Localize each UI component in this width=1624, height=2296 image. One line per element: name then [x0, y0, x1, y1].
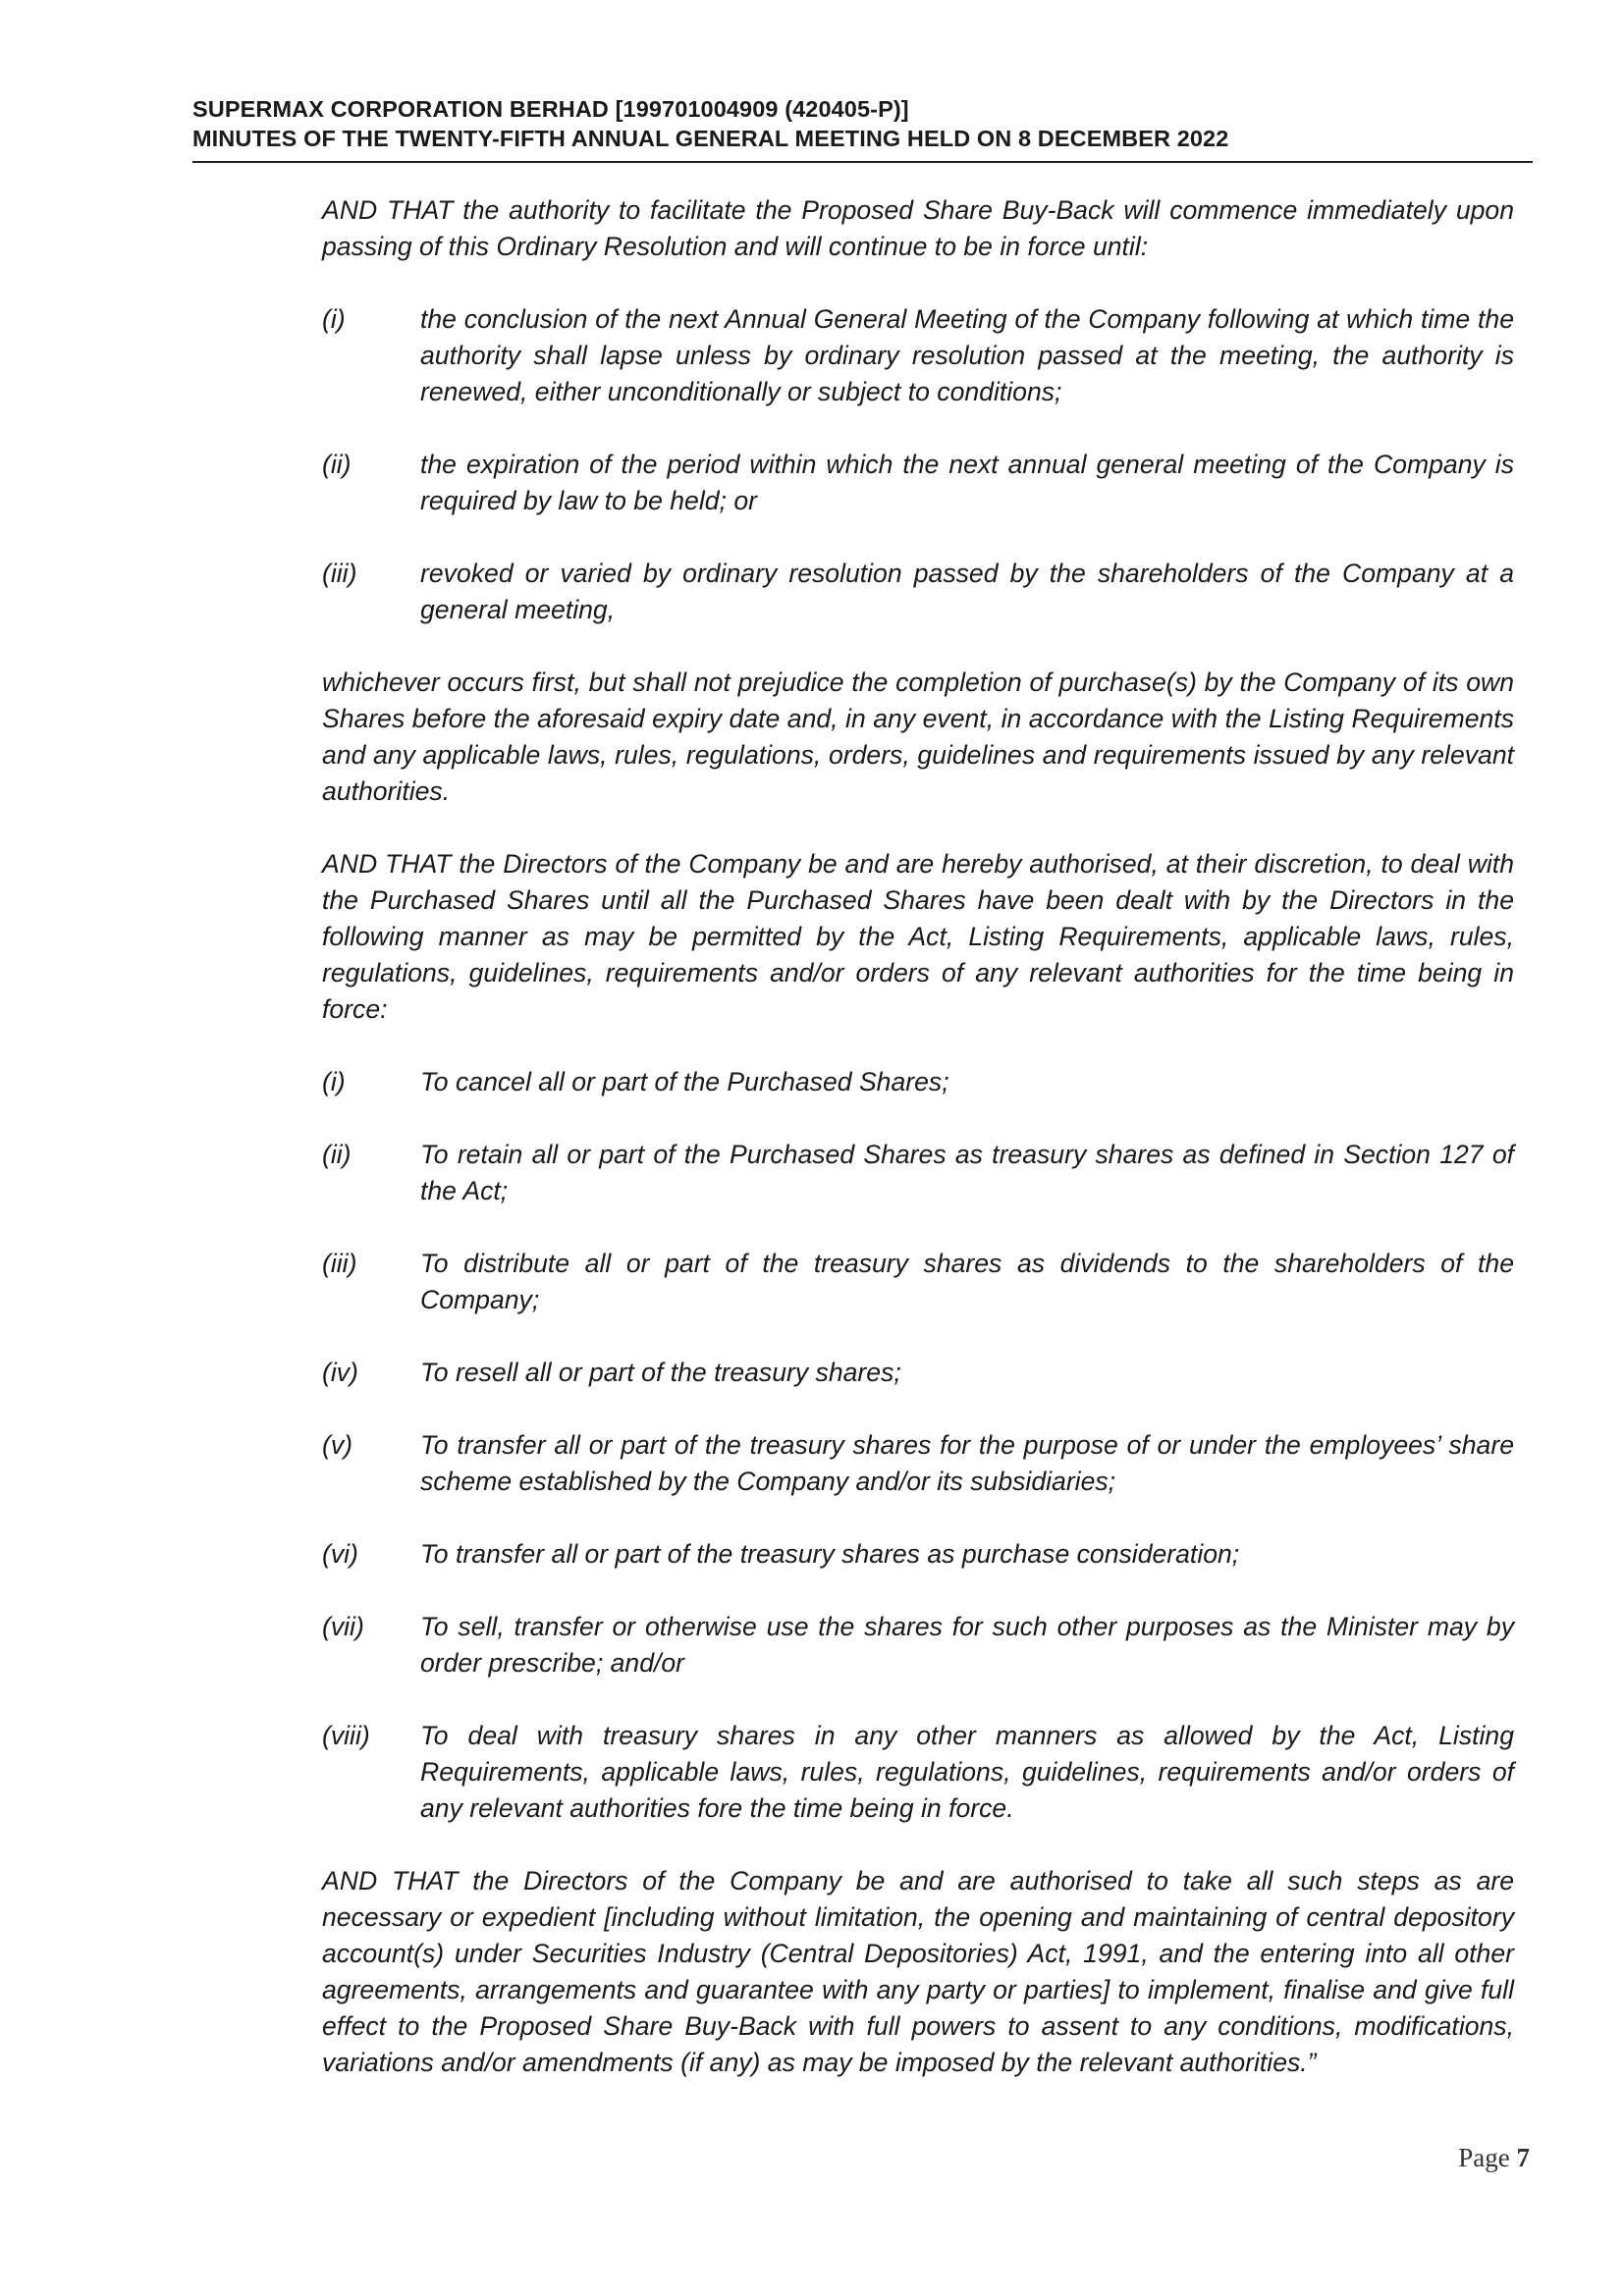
- list-item-number: (iii): [322, 559, 357, 588]
- list-item-text: the expiration of the period within which the next annual general meeting of the Company is required by law to be held; or: [420, 450, 1514, 515]
- list-item-number: (vi): [322, 1539, 358, 1569]
- list-item: [322, 1427, 1514, 1500]
- list-item-text: the conclusion of the next Annual General Meeting of the Company following at which time the authority shall lapse unless by ordinary resolution passed at the meeting, the authority is renewed, either unconditionally or subject to conditions;: [420, 304, 1514, 406]
- list-item-number: (i): [322, 304, 346, 334]
- paragraph-whichever-occurs-first: whichever occurs first, but shall not prejudice the completion of purchase(s) by the Company of its own Shares before the aforesaid expiry date and, in any event, in accordance with the Listing Requirements and any applicable laws, rules, regulations, orders, guidelines and requirements issued by any relevant authorities.: [322, 667, 1514, 806]
- page-footer: [1458, 2141, 1530, 2174]
- list-item-number: (iii): [322, 1249, 357, 1278]
- header-company-line: SUPERMAX CORPORATION BERHAD [199701004909 (420405-P)]: [192, 96, 909, 122]
- list-item: [322, 1355, 1514, 1391]
- list-item-number: (iv): [322, 1358, 358, 1387]
- page-label: Page: [1458, 2143, 1510, 2172]
- list-item-text: revoked or varied by ordinary resolution passed by the shareholders of the Company at a general meeting,: [420, 559, 1514, 624]
- list-item-text: To resell all or part of the treasury shares;: [420, 1358, 901, 1387]
- list-item: [322, 1137, 1514, 1209]
- list-item: [322, 1609, 1514, 1682]
- list-item: [322, 301, 1514, 410]
- list-item-number: (v): [322, 1430, 353, 1460]
- paragraph-directors-steps: AND THAT the Directors of the Company be and are authorised to take all such steps as are necessary or expedient [including without limitation, the opening and maintaining of central depository account(s) under Securities Industry (Central Depositories) Act, 1991, and the entering into all other agreements, arrangements and guarantee with any party or parties] to implement, finalise and give full effect to the Proposed Share Buy-Back with full powers to assent to any conditions, modifications, variations and/or amendments (if any) as may be imposed by the relevant authorities.”: [322, 1866, 1514, 2077]
- list-item-number: (ii): [322, 450, 352, 479]
- list-item-text: To transfer all or part of the treasury shares for the purpose of or under the employees’ share scheme established by the Company and/or its subsidiaries;: [420, 1430, 1514, 1496]
- list-item-number: (vii): [322, 1612, 364, 1641]
- list-item-number: (viii): [322, 1721, 370, 1750]
- list-item: [322, 1718, 1514, 1827]
- document-header: [192, 94, 1533, 153]
- list-item-text: To transfer all or part of the treasury shares as purchase consideration;: [420, 1539, 1240, 1569]
- list-item-text: To distribute all or part of the treasury shares as dividends to the shareholders of the Company;: [420, 1249, 1514, 1314]
- list-item: [322, 556, 1514, 628]
- list-item: [322, 1246, 1514, 1318]
- list-item-text: To cancel all or part of the Purchased Shares;: [420, 1067, 949, 1096]
- list-item-text: To retain all or part of the Purchased Shares as treasury shares as defined in Section 127 of the Act;: [420, 1140, 1514, 1205]
- header-minutes-line: MINUTES OF THE TWENTY-FIFTH ANNUAL GENERAL MEETING HELD ON 8 DECEMBER 2022: [192, 126, 1229, 151]
- list-item: [322, 447, 1514, 519]
- list-item: [322, 1064, 1514, 1100]
- header-divider: [192, 161, 1533, 163]
- authority-duration-list: [322, 301, 1514, 628]
- list-item: [322, 1536, 1514, 1573]
- paragraph-authority-commencement: AND THAT the authority to facilitate the Proposed Share Buy-Back will commence immediately upon passing of this Ordinary Resolution and will continue to be in force until:: [322, 195, 1514, 261]
- document-body: [322, 192, 1514, 2117]
- list-item-text: To deal with treasury shares in any other manners as allowed by the Act, Listing Requirements, applicable laws, rules, regulations, guidelines, requirements and/or orders of any relevant authorities fore the time being in force.: [420, 1721, 1514, 1823]
- paragraph-directors-discretion: AND THAT the Directors of the Company be and are hereby authorised, at their discretion, to deal with the Purchased Shares until all the Purchased Shares have been dealt with by the Directors in the following manner as may be permitted by the Act, Listing Requirements, applicable laws, rules, regulations, guidelines, requirements and/or orders of any relevant authorities for the time being in force:: [322, 849, 1514, 1024]
- purchased-shares-dealing-list: [322, 1064, 1514, 1827]
- list-item-number: (ii): [322, 1140, 352, 1169]
- list-item-text: To sell, transfer or otherwise use the shares for such other purposes as the Minister may by order prescribe; and/or: [420, 1612, 1514, 1678]
- page-number: 7: [1516, 2143, 1530, 2172]
- list-item-number: (i): [322, 1067, 346, 1096]
